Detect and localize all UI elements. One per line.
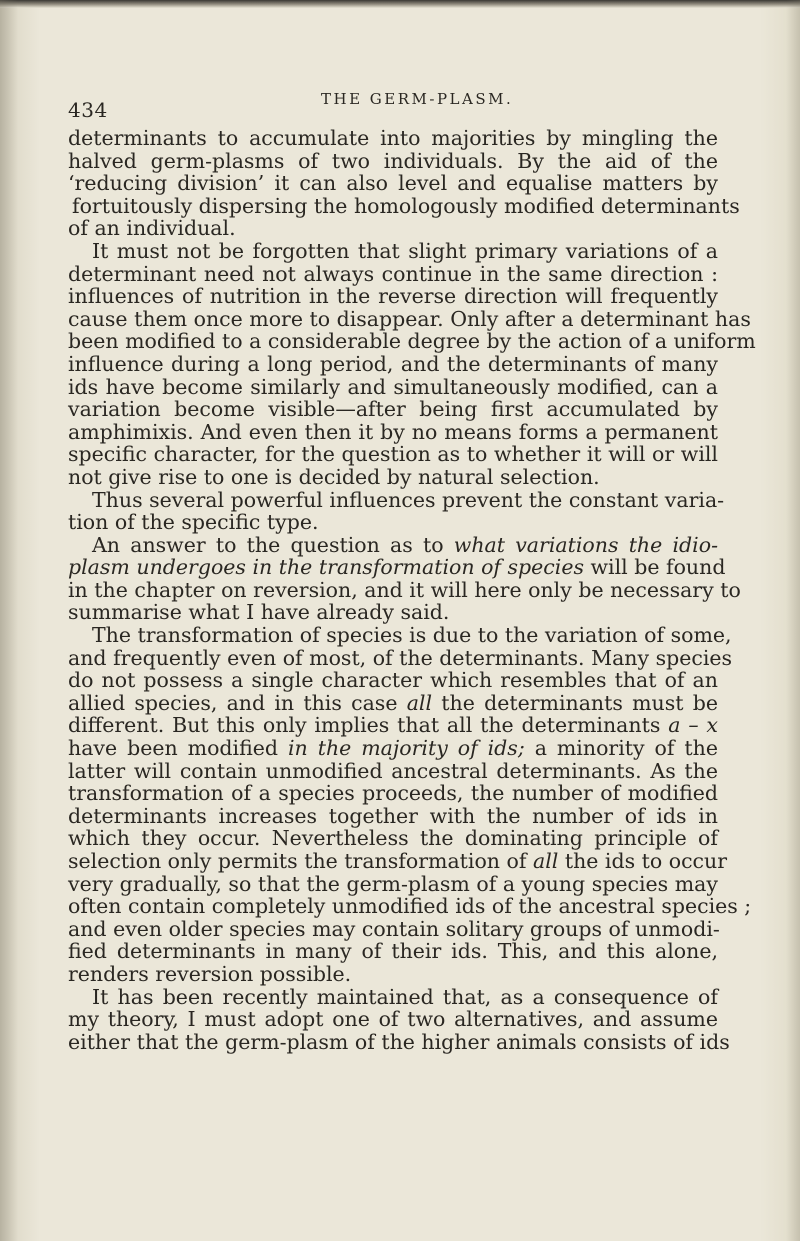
text-line xyxy=(68,534,718,557)
text-segment: variation become visible—after being first accumulated by xyxy=(68,397,718,422)
text-segment: renders reversion possible. xyxy=(68,961,352,986)
text-line xyxy=(68,421,718,444)
text-line xyxy=(68,645,733,670)
text-line xyxy=(68,1029,730,1054)
text-segment: summarise what I have already said. xyxy=(68,600,450,625)
text-line xyxy=(68,285,718,308)
text-line xyxy=(68,240,718,263)
text-line xyxy=(68,940,718,963)
text-line xyxy=(68,760,718,783)
text-line xyxy=(68,172,718,195)
text-segment: fied determinants in many of their ids. This, and this alone, xyxy=(68,939,718,964)
text-line xyxy=(68,466,718,489)
text-line xyxy=(68,805,718,828)
text-line xyxy=(68,827,718,850)
text-segment: and even older species may contain solitary groups of unmodi- xyxy=(68,916,720,941)
text-segment: An answer to the question as to xyxy=(92,532,454,557)
text-segment: will be found xyxy=(583,555,726,580)
text-segment: influences of nutrition in the reverse direction will frequently xyxy=(68,284,718,309)
italic-text: what variations the idio- xyxy=(453,532,718,557)
text-line xyxy=(68,669,718,692)
text-segment: do not possess a single character which resembles that of an xyxy=(68,668,718,693)
text-line xyxy=(68,353,718,376)
text-segment: often contain completely unmodified ids of the ancestral species ; xyxy=(68,894,752,919)
italic-text: a – x xyxy=(668,713,718,738)
text-segment: not give rise to one is decided by natural selection. xyxy=(68,464,600,489)
text-segment: specific character, for the question as to whether it will or will xyxy=(68,442,718,467)
page-header xyxy=(68,90,718,120)
text-segment: a minority of the xyxy=(524,736,719,761)
text-line xyxy=(68,127,718,150)
text-line xyxy=(68,487,725,512)
italic-text: plasm undergoes in the transformation of species xyxy=(68,555,584,580)
page-number: 434 xyxy=(68,98,108,122)
text-segment: ids have become similarly and simultaneously modified, can a xyxy=(68,374,718,399)
text-segment: my theory, I must adopt one of two alternatives, and assume xyxy=(68,1007,718,1032)
text-line xyxy=(68,692,718,715)
text-segment: determinants to accumulate into majorities by mingling the xyxy=(68,126,718,150)
text-line xyxy=(68,329,756,354)
text-line xyxy=(68,894,752,919)
text-segment: have been modified xyxy=(68,736,288,761)
text-segment: and frequently even of most, of the determinants. Many species xyxy=(68,645,733,670)
text-line xyxy=(68,217,718,240)
text-segment: transformation of a species proceeds, the number of modified xyxy=(68,781,718,806)
italic-text: all xyxy=(532,849,559,873)
text-segment: amphimixis. And even then it by no means forms a permanent xyxy=(68,419,718,444)
text-segment: tion of the specific type. xyxy=(68,510,319,535)
text-line xyxy=(68,623,732,648)
text-line xyxy=(68,601,718,624)
text-segment: the determinants must be xyxy=(432,690,719,715)
text-segment: of an individual. xyxy=(68,216,236,241)
text-segment: allied species, and in this case xyxy=(68,690,407,715)
text-line xyxy=(68,986,718,1009)
italic-text: all xyxy=(406,690,433,715)
text-line xyxy=(68,714,718,737)
text-line xyxy=(68,511,718,534)
text-line xyxy=(68,1008,718,1031)
body-text xyxy=(68,126,756,1054)
text-segment: influence during a long period, and the determinants of many xyxy=(68,351,718,376)
text-line xyxy=(68,963,718,986)
text-segment: The transformation of species is due to the variation of some, xyxy=(92,623,732,648)
text-line xyxy=(68,306,751,331)
text-segment: Thus several powerful influences prevent the constant varia- xyxy=(92,487,725,512)
text-line xyxy=(68,376,718,399)
text-line xyxy=(68,577,741,602)
text-line xyxy=(68,849,728,873)
text-segment: determinant need not always continue in the same direction : xyxy=(68,261,718,286)
text-line xyxy=(68,782,718,805)
text-segment: determinants increases together with the number of ids in xyxy=(68,803,718,828)
text-segment: been modified to a considerable degree by the action of a uniform xyxy=(68,329,756,354)
text-segment: the ids to occur xyxy=(558,849,728,873)
text-segment: either that the germ-plasm of the higher animals consists of ids xyxy=(68,1029,730,1054)
text-segment: It has been recently maintained that, as a consequence of xyxy=(92,984,718,1009)
text-line xyxy=(68,873,718,896)
text-line xyxy=(68,398,718,421)
text-line xyxy=(68,737,718,760)
text-line xyxy=(68,263,718,286)
text-segment: latter will contain unmodified ancestral determinants. As the xyxy=(68,758,718,783)
text-segment: very gradually, so that the germ-plasm of a young species may xyxy=(68,871,718,896)
text-line xyxy=(68,193,740,218)
running-head: THE GERM-PLASM. xyxy=(321,90,514,108)
text-segment: in the chapter on reversion, and it will here only be necessary to xyxy=(68,577,741,602)
text-line xyxy=(68,918,718,941)
binding-shadow xyxy=(0,0,18,1241)
text-line xyxy=(68,555,726,580)
page-top-edge xyxy=(0,0,800,8)
page-edge-shadow xyxy=(786,0,800,1241)
text-segment: cause them once more to disappear. Only after a determinant has xyxy=(68,306,751,331)
italic-text: in the majority of ids; xyxy=(288,736,525,761)
text-line xyxy=(68,443,718,466)
text-segment: fortuitously dispersing the homologously modified determinants xyxy=(72,193,740,218)
text-segment: selection only permits the transformation of xyxy=(68,849,533,873)
text-line xyxy=(68,150,718,173)
text-segment: different. But this only implies that all the determinants xyxy=(68,713,669,738)
text-segment: ‘reducing division’ it can also level and equalise matters by xyxy=(68,171,718,196)
text-segment: It must not be forgotten that slight primary variations of a xyxy=(92,238,718,263)
text-segment: halved germ-plasms of two individuals. By the aid of the xyxy=(68,148,718,173)
text-segment: which they occur. Nevertheless the dominating principle of xyxy=(68,826,718,851)
